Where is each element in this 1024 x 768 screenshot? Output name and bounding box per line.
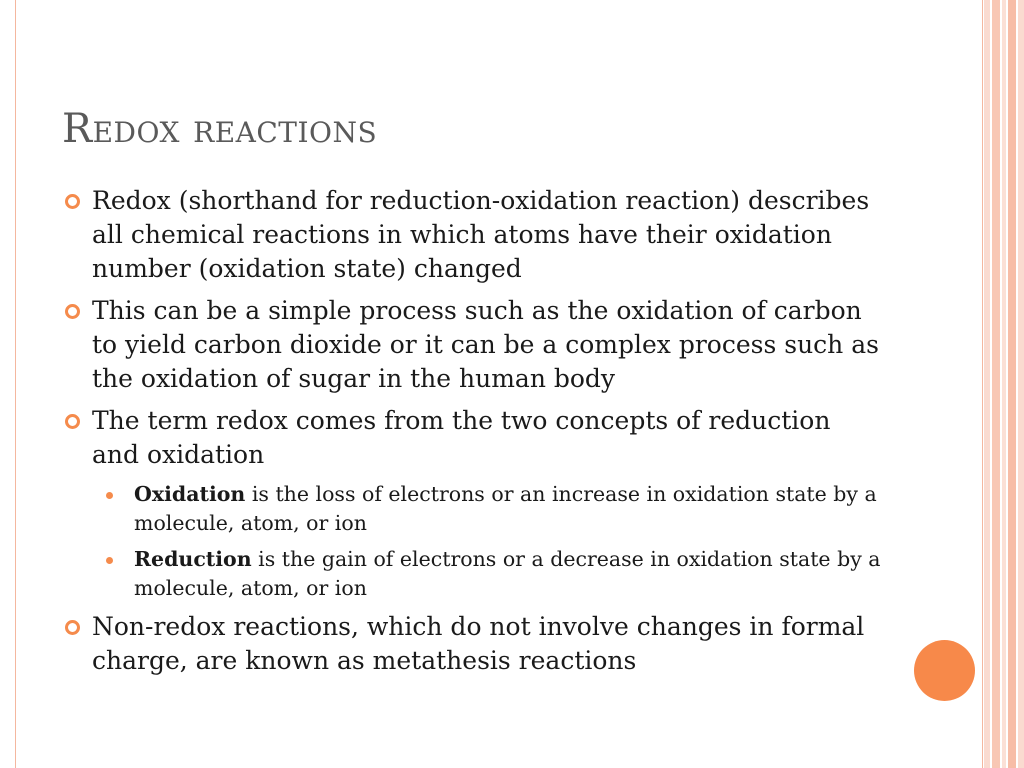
sub-bullet-text: is the loss of electrons or an increase in oxidation state by a molecule, atom, or ion [134,482,877,535]
sub-bullet-text: is the gain of electrons or a decrease in oxidation state by a molecule, atom, or ion [134,547,881,600]
dot-bullet-icon [106,557,113,564]
sub-bullet-term: Reduction [134,547,252,571]
sub-bullet-item [62,545,882,603]
decorative-stripe [1002,0,1006,768]
bullet-item [62,610,882,678]
ring-bullet-icon [65,194,80,209]
decorative-stripe [1008,0,1016,768]
slide-title: Redox reactions [62,106,378,152]
sub-bullet-term: Oxidation [134,482,246,506]
bullet-item [62,404,882,472]
decorative-stripe [1018,0,1024,768]
bullet-item [62,184,882,286]
decorative-circle [914,640,975,701]
ring-bullet-icon [65,620,80,635]
bullet-text: This can be a simple process such as the oxidation of carbon to yield carbon dioxide or it can be a complex process such as the oxidation of sugar in the human body [92,296,879,393]
bullet-text: Non-redox reactions, which do not involve changes in formal charge, are known as metathesis reactions [92,612,865,675]
decorative-stripe [984,0,990,768]
bullet-text: The term redox comes from the two concepts of reduction and oxidation [92,406,831,469]
bullet-text: Redox (shorthand for reduction-oxidation reaction) describes all chemical reactions in which atoms have their oxidation number (oxidation state) changed [92,186,870,283]
ring-bullet-icon [65,414,80,429]
slide-body [62,184,882,686]
bullet-item [62,294,882,396]
decorative-stripe [992,0,1000,768]
ring-bullet-icon [65,304,80,319]
sub-bullet-item [62,480,882,538]
dot-bullet-icon [106,492,113,499]
